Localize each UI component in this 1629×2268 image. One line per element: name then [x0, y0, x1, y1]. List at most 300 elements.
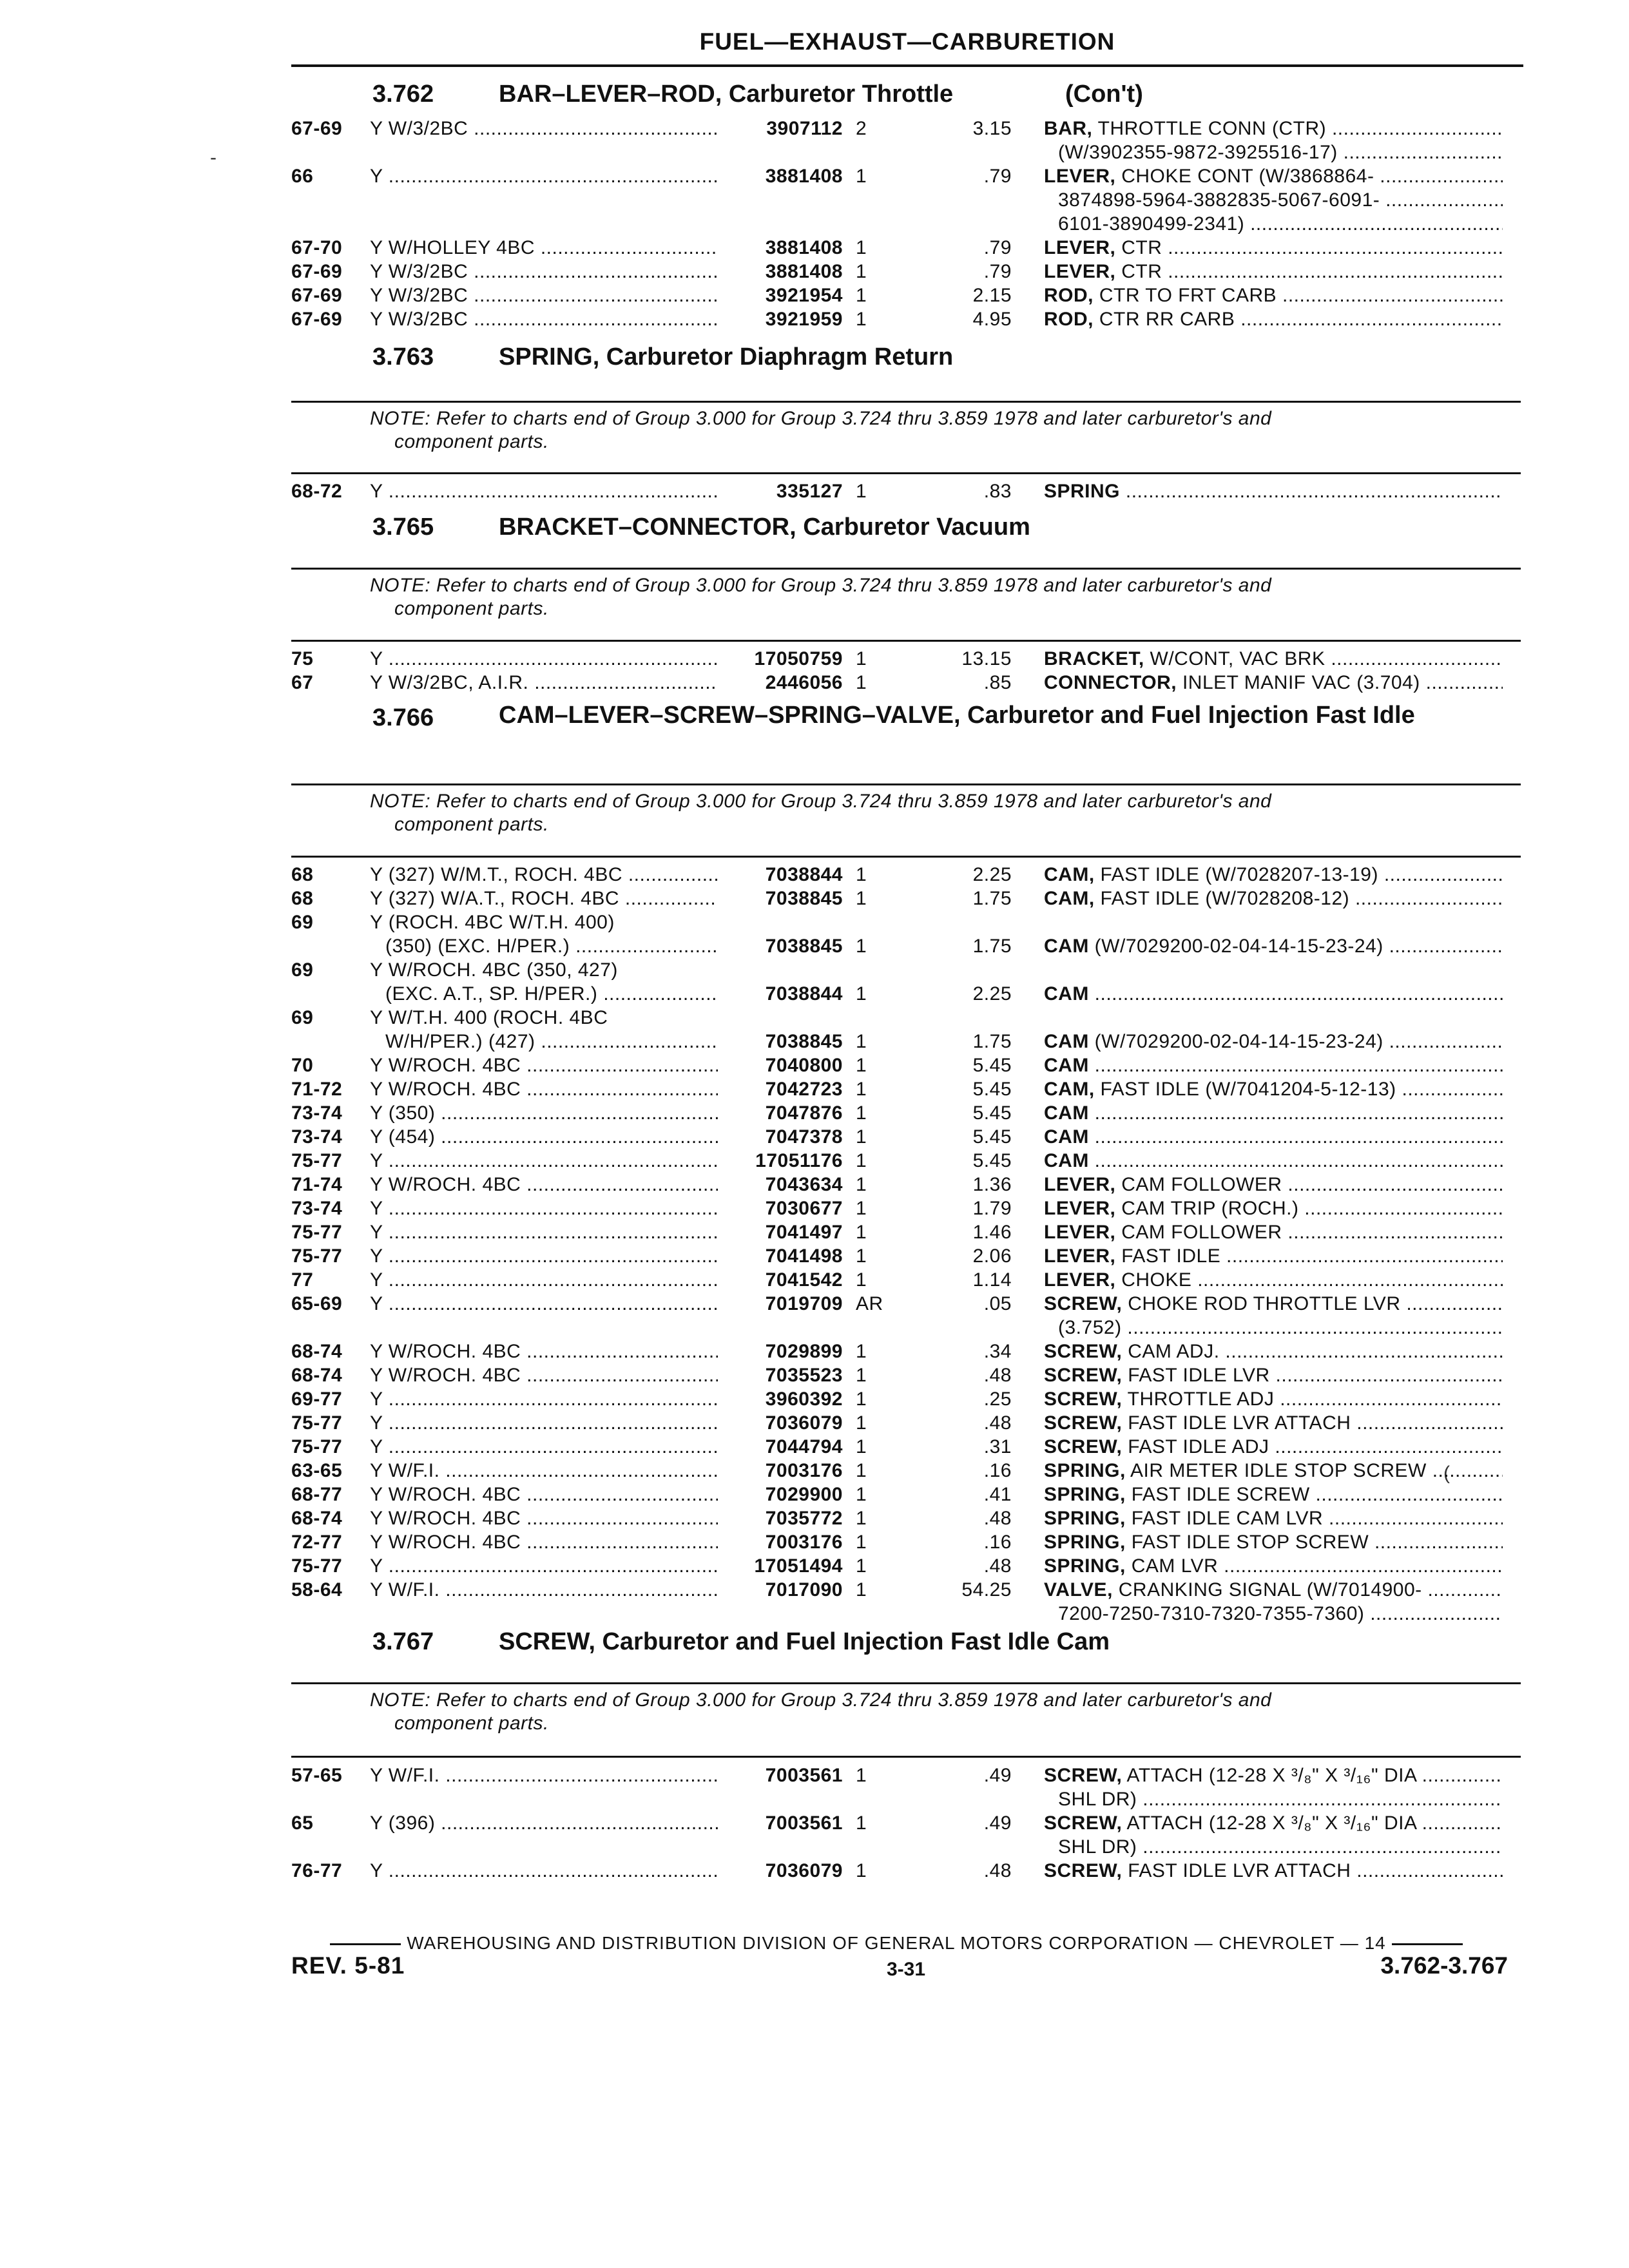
row-application-cont: (EXC. A.T., SP. H/PER.) ..... — [385, 982, 718, 1006]
row-part-number: 17050759 — [754, 648, 843, 669]
row-qty: 2 — [856, 118, 867, 139]
row-year: 69 — [291, 912, 314, 933]
row-application: Y ..... — [370, 1859, 718, 1883]
row-year: 75-77 — [291, 1412, 343, 1434]
row-description-text: CAM ADJ. — [1128, 1341, 1220, 1362]
row-qty: 1 — [856, 888, 867, 909]
section-name: BRACKET–CONNECTOR, Carburetor Vacuum — [499, 514, 1030, 541]
note-line: NOTE: Refer to charts end of Group 3.000 for Group 3.724 thru 3.859 1978 and later carburetor's and — [370, 1689, 1272, 1711]
row-application: Y W/3/2BC ..... — [370, 260, 718, 284]
row-price: 2.15 — [972, 285, 1012, 306]
row-application: Y W/3/2BC ..... — [370, 307, 718, 331]
row-description-text: INLET MANIF VAC (3.704) — [1182, 672, 1420, 693]
row-part-number: 7040800 — [765, 1055, 843, 1076]
row-year: 68-74 — [291, 1508, 343, 1529]
row-price: 1.36 — [972, 1174, 1012, 1195]
row-year: 67 — [291, 672, 314, 693]
row-qty: 1 — [856, 1812, 867, 1834]
row-qty: 1 — [856, 261, 867, 282]
row-description-text: CHOKE — [1121, 1269, 1192, 1291]
row-part-number: 3881408 — [765, 166, 843, 187]
row-qty: 1 — [856, 1245, 867, 1267]
note-line: NOTE: Refer to charts end of Group 3.000 for Group 3.724 thru 3.859 1978 and later carburetor's and — [370, 575, 1272, 596]
row-year: 65-69 — [291, 1293, 343, 1314]
section-title — [372, 81, 1143, 108]
row-description — [1044, 1363, 1503, 1387]
row-price: .79 — [983, 237, 1012, 258]
row-application: Y ..... — [370, 1554, 718, 1578]
row-year: 57-65 — [291, 1765, 343, 1786]
row-qty: AR — [856, 1293, 883, 1314]
row-part-number: 3881408 — [765, 237, 843, 258]
row-year: 73-74 — [291, 1198, 343, 1219]
section-rule — [291, 640, 1521, 642]
row-description — [1044, 1077, 1503, 1101]
row-qty: 1 — [856, 1341, 867, 1362]
row-description — [1044, 1030, 1503, 1053]
row-description-keyword: BRACKET, — [1044, 648, 1144, 669]
row-qty: 1 — [856, 1508, 867, 1529]
row-description — [1044, 1811, 1503, 1835]
row-application: Y (350) ..... — [370, 1101, 718, 1125]
row-description-keyword: SCREW, — [1044, 1860, 1123, 1881]
row-description-text: ATTACH (12-28 X ³/₈" X ³/₁₆" DIA — [1126, 1765, 1416, 1786]
row-description — [1044, 1173, 1503, 1196]
row-description-cont: (W/3902355-9872-3925516-17) ..... — [1058, 140, 1503, 164]
row-description-text: CRANKING SIGNAL (W/7014900- — [1118, 1579, 1422, 1600]
row-application: Y (327) W/A.T., ROCH. 4BC ..... — [370, 887, 718, 910]
row-year: 75-77 — [291, 1150, 343, 1171]
section-number: 3.767 — [372, 1628, 434, 1655]
row-description — [1044, 1292, 1503, 1316]
row-description-keyword: CAM — [1044, 1055, 1089, 1076]
row-description-text: FAST IDLE LVR — [1128, 1365, 1270, 1386]
row-description-keyword: CAM, — [1044, 1079, 1095, 1100]
row-application: Y W/3/2BC ..... — [370, 117, 718, 140]
row-description — [1044, 117, 1503, 140]
row-description-keyword: SPRING, — [1044, 1532, 1126, 1553]
row-application: Y W/F.I. ..... — [370, 1459, 718, 1483]
row-application: Y W/ROCH. 4BC ..... — [370, 1363, 718, 1387]
row-year: 73-74 — [291, 1102, 343, 1124]
row-qty: 1 — [856, 1055, 867, 1076]
row-application: Y (ROCH. 4BC W/T.H. 400) — [370, 912, 615, 933]
row-application-cont: W/H/PER.) (427) ..... — [385, 1030, 718, 1053]
row-description-keyword: LEVER, — [1044, 1222, 1116, 1243]
row-qty: 1 — [856, 864, 867, 885]
row-qty: 1 — [856, 309, 867, 330]
row-description — [1044, 1435, 1503, 1459]
row-description-keyword: CAM — [1044, 1150, 1089, 1171]
row-description-keyword: CONNECTOR, — [1044, 672, 1177, 693]
row-qty: 1 — [856, 1579, 867, 1600]
row-description — [1044, 1101, 1503, 1125]
row-year: 67-69 — [291, 261, 343, 282]
row-part-number: 7036079 — [765, 1412, 843, 1434]
row-part-number: 7047378 — [765, 1126, 843, 1148]
row-price: 5.45 — [972, 1150, 1012, 1171]
row-description — [1044, 1483, 1503, 1506]
row-description — [1044, 1763, 1503, 1787]
row-description-keyword: SPRING — [1044, 481, 1121, 502]
row-price: 1.75 — [972, 936, 1012, 957]
row-price: 5.45 — [972, 1079, 1012, 1100]
row-part-number: 7003561 — [765, 1812, 843, 1834]
section-rule — [291, 401, 1521, 403]
row-description — [1044, 1125, 1503, 1149]
row-application: Y W/ROCH. 4BC ..... — [370, 1530, 718, 1554]
row-description — [1044, 1053, 1503, 1077]
row-description — [1044, 1244, 1503, 1268]
row-application: Y W/3/2BC ..... — [370, 284, 718, 307]
row-description-keyword: SCREW, — [1044, 1436, 1123, 1457]
row-description-keyword: SCREW, — [1044, 1765, 1123, 1786]
row-year: 75-77 — [291, 1222, 343, 1243]
row-application: Y W/ROCH. 4BC ..... — [370, 1340, 718, 1363]
row-description-keyword: LEVER, — [1044, 237, 1116, 258]
row-year: 71-72 — [291, 1079, 343, 1100]
row-description — [1044, 1411, 1503, 1435]
note-line: NOTE: Refer to charts end of Group 3.000 for Group 3.724 thru 3.859 1978 and later carburetor's and — [370, 791, 1272, 812]
row-part-number: 7017090 — [765, 1579, 843, 1600]
row-part-number: 7042723 — [765, 1079, 843, 1100]
row-part-number: 7035772 — [765, 1508, 843, 1529]
row-description — [1044, 1459, 1503, 1483]
row-part-number: 3921954 — [765, 285, 843, 306]
row-qty: 1 — [856, 1765, 867, 1786]
row-part-number: 7035523 — [765, 1365, 843, 1386]
row-qty: 1 — [856, 1555, 867, 1577]
page-header: FUEL—EXHAUST—CARBURETION — [699, 28, 1115, 55]
row-part-number: 7003176 — [765, 1532, 843, 1553]
row-qty: 1 — [856, 237, 867, 258]
row-description-text: CTR TO FRT CARB — [1099, 285, 1277, 306]
row-description-text: CHOKE ROD THROTTLE LVR — [1128, 1293, 1401, 1314]
row-year: 73-74 — [291, 1126, 343, 1148]
row-qty: 1 — [856, 1079, 867, 1100]
row-part-number: 7036079 — [765, 1860, 843, 1881]
row-description — [1044, 1506, 1503, 1530]
row-application: Y W/ROCH. 4BC ..... — [370, 1173, 718, 1196]
header-rule — [291, 64, 1523, 67]
row-description — [1044, 1554, 1503, 1578]
row-description — [1044, 1340, 1503, 1363]
section-name: BAR–LEVER–ROD, Carburetor Throttle — [499, 81, 954, 108]
row-application: Y W/HOLLEY 4BC ..... — [370, 236, 718, 260]
row-part-number: 7029899 — [765, 1341, 843, 1362]
row-description-keyword: CAM, — [1044, 888, 1095, 909]
row-year: 68-77 — [291, 1484, 343, 1505]
row-price: 1.75 — [972, 888, 1012, 909]
row-year: 71-74 — [291, 1174, 343, 1195]
row-description-keyword: CAM — [1044, 1126, 1089, 1148]
row-application: Y ..... — [370, 647, 718, 671]
row-description-text: CAM FOLLOWER — [1121, 1174, 1282, 1195]
row-price: .05 — [983, 1293, 1012, 1314]
row-price: .49 — [983, 1765, 1012, 1786]
section-note — [370, 574, 1504, 620]
row-description-cont: 3874898-5964-3882835-5067-6091- ..... — [1058, 188, 1503, 212]
row-description-keyword: LEVER, — [1044, 261, 1116, 282]
row-qty: 1 — [856, 983, 867, 1004]
row-part-number: 7003176 — [765, 1460, 843, 1481]
row-year: 67-69 — [291, 285, 343, 306]
row-application: Y W/ROCH. 4BC ..... — [370, 1077, 718, 1101]
row-application: Y ..... — [370, 1435, 718, 1459]
row-description-keyword: CAM — [1044, 936, 1089, 957]
row-price: 5.45 — [972, 1102, 1012, 1124]
row-year: 68-72 — [291, 481, 343, 502]
section-note — [370, 407, 1504, 454]
row-description-keyword: SCREW, — [1044, 1293, 1123, 1314]
row-qty: 1 — [856, 481, 867, 502]
row-price: 1.79 — [972, 1198, 1012, 1219]
row-description-cont: (3.752) ..... — [1058, 1316, 1503, 1340]
row-description-text: W/CONT, VAC BRK — [1150, 648, 1325, 669]
row-application: Y ..... — [370, 1411, 718, 1435]
row-year: 66 — [291, 166, 314, 187]
row-description-text: FAST IDLE ADJ — [1128, 1436, 1269, 1457]
row-description-text: FAST IDLE LVR ATTACH — [1128, 1860, 1351, 1881]
row-price: .34 — [983, 1341, 1012, 1362]
section-rule — [291, 568, 1521, 570]
row-qty: 1 — [856, 1532, 867, 1553]
row-price: 54.25 — [961, 1579, 1012, 1600]
row-qty: 1 — [856, 1484, 867, 1505]
row-part-number: 2446056 — [765, 672, 843, 693]
row-description-text: FAST IDLE SCREW — [1131, 1484, 1310, 1505]
row-description-keyword: SPRING, — [1044, 1508, 1126, 1529]
row-application: Y ..... — [370, 1292, 718, 1316]
row-part-number: 7030677 — [765, 1198, 843, 1219]
row-application-cont: (350) (EXC. H/PER.) ..... — [385, 934, 718, 958]
row-qty: 1 — [856, 1102, 867, 1124]
section-number: 3.762 — [372, 81, 434, 108]
row-application: Y W/3/2BC, A.I.R. ..... — [370, 671, 718, 695]
row-year: 77 — [291, 1269, 314, 1291]
row-year: 75 — [291, 648, 314, 669]
row-price: 5.45 — [972, 1055, 1012, 1076]
row-description — [1044, 671, 1503, 695]
row-year: 69-77 — [291, 1389, 343, 1410]
row-part-number: 17051176 — [755, 1150, 843, 1171]
row-application: Y ..... — [370, 164, 718, 188]
row-part-number: 7019709 — [765, 1293, 843, 1314]
section-rule — [291, 1756, 1521, 1758]
row-description-keyword: SCREW, — [1044, 1412, 1123, 1434]
row-price: .48 — [983, 1508, 1012, 1529]
section-title — [372, 343, 953, 371]
row-qty: 1 — [856, 1269, 867, 1291]
row-description-text: FAST IDLE STOP SCREW — [1131, 1532, 1369, 1553]
row-description — [1044, 284, 1503, 307]
note-line: component parts. — [394, 814, 549, 835]
row-description-text: FAST IDLE (W/7028207-13-19) — [1100, 864, 1378, 885]
row-year: 63-65 — [291, 1460, 343, 1481]
section-name: CAM–LEVER–SCREW–SPRING–VALVE, Carburetor and Fuel Injection Fast Idle — [499, 702, 1415, 729]
row-description — [1044, 1859, 1503, 1883]
row-part-number: 7041497 — [765, 1222, 843, 1243]
row-part-number: 3907112 — [766, 118, 843, 139]
row-part-number: 7043634 — [765, 1174, 843, 1195]
row-price: .16 — [983, 1532, 1012, 1553]
row-description-keyword: SPRING, — [1044, 1460, 1126, 1481]
row-application: Y W/T.H. 400 (ROCH. 4BC — [370, 1007, 608, 1028]
margin-mark: ( — [1443, 1463, 1450, 1484]
row-description — [1044, 479, 1503, 503]
row-description — [1044, 863, 1503, 887]
row-year: 75-77 — [291, 1555, 343, 1577]
row-part-number: 7038845 — [765, 1031, 843, 1052]
row-qty: 1 — [856, 166, 867, 187]
row-application: Y ..... — [370, 1149, 718, 1173]
row-qty: 1 — [856, 936, 867, 957]
footer-page-number: 3-31 — [887, 1959, 926, 1980]
row-year: 68-74 — [291, 1341, 343, 1362]
row-part-number: 7047876 — [765, 1102, 843, 1124]
row-application: Y (396) ..... — [370, 1811, 718, 1835]
row-qty: 1 — [856, 285, 867, 306]
section-rule — [291, 783, 1521, 785]
row-description-keyword: VALVE, — [1044, 1579, 1113, 1600]
row-price: .49 — [983, 1812, 1012, 1834]
row-description — [1044, 236, 1503, 260]
row-description-keyword: SCREW, — [1044, 1341, 1123, 1362]
row-description-keyword: CAM — [1044, 1102, 1089, 1124]
row-part-number: 3881408 — [765, 261, 843, 282]
row-application: Y W/F.I. ..... — [370, 1578, 718, 1602]
row-description — [1044, 1268, 1503, 1292]
row-price: 3.15 — [972, 118, 1012, 139]
row-description — [1044, 1196, 1503, 1220]
row-price: 2.06 — [972, 1245, 1012, 1267]
row-year: 76-77 — [291, 1860, 343, 1881]
row-description — [1044, 934, 1503, 958]
row-description — [1044, 307, 1503, 331]
row-description-text: CTR — [1121, 237, 1162, 258]
row-price: 13.15 — [961, 648, 1012, 669]
section-name: SCREW, Carburetor and Fuel Injection Fast Idle Cam — [499, 1628, 1110, 1655]
row-description-keyword: LEVER, — [1044, 166, 1116, 187]
row-description-keyword: SCREW, — [1044, 1389, 1123, 1410]
section-title — [372, 1628, 1110, 1656]
row-price: .83 — [983, 481, 1012, 502]
row-description-text: FAST IDLE CAM LVR — [1131, 1508, 1324, 1529]
row-year: 68 — [291, 888, 314, 909]
row-description-keyword: LEVER, — [1044, 1198, 1116, 1219]
row-price: 1.75 — [972, 1031, 1012, 1052]
section-number: 3.763 — [372, 343, 434, 370]
row-description-keyword: LEVER, — [1044, 1269, 1116, 1291]
row-application: Y ..... — [370, 1268, 718, 1292]
row-part-number: 7003561 — [765, 1765, 843, 1786]
row-description — [1044, 1220, 1503, 1244]
row-description-text: ATTACH (12-28 X ³/₈" X ³/₁₆" DIA — [1126, 1812, 1416, 1834]
row-year: 70 — [291, 1055, 314, 1076]
row-part-number: 7041542 — [765, 1269, 843, 1291]
row-year: 75-77 — [291, 1436, 343, 1457]
row-description-text: CHOKE CONT (W/3868864- — [1121, 166, 1374, 187]
row-price: 2.25 — [972, 983, 1012, 1004]
row-description-cont: 6101-3890499-2341) ..... — [1058, 212, 1503, 236]
row-description — [1044, 982, 1503, 1006]
row-part-number: 7038844 — [765, 983, 843, 1004]
row-qty: 1 — [856, 1031, 867, 1052]
row-application: Y ..... — [370, 1244, 718, 1268]
row-description — [1044, 1387, 1503, 1411]
note-line: NOTE: Refer to charts end of Group 3.000 for Group 3.724 thru 3.859 1978 and later carburetor's and — [370, 408, 1272, 429]
row-qty: 1 — [856, 672, 867, 693]
row-part-number: 3960392 — [765, 1389, 843, 1410]
note-line: component parts. — [394, 431, 549, 452]
row-description — [1044, 1578, 1503, 1602]
row-application: Y W/F.I. ..... — [370, 1763, 718, 1787]
row-description-text: CAM FOLLOWER — [1121, 1222, 1282, 1243]
row-description-keyword: LEVER, — [1044, 1245, 1116, 1267]
section-title — [372, 704, 1530, 732]
footer-line: WAREHOUSING AND DISTRIBUTION DIVISION OF GENERAL MOTORS CORPORATION — CHEVROLET — 14 — [291, 1933, 1501, 1954]
row-price: .48 — [983, 1412, 1012, 1434]
row-description-keyword: LEVER, — [1044, 1174, 1116, 1195]
row-part-number: 7038845 — [765, 936, 843, 957]
row-price: 2.25 — [972, 864, 1012, 885]
row-price: .85 — [983, 672, 1012, 693]
row-year: 69 — [291, 959, 314, 981]
section-note — [370, 790, 1504, 836]
row-application: Y W/ROCH. 4BC ..... — [370, 1053, 718, 1077]
row-part-number: 7029900 — [765, 1484, 843, 1505]
row-year: 67-69 — [291, 309, 343, 330]
row-description-keyword: CAM — [1044, 983, 1089, 1004]
row-part-number: 7038844 — [765, 864, 843, 885]
row-description-text: THROTTLE CONN (CTR) — [1097, 118, 1327, 139]
row-price: 4.95 — [972, 309, 1012, 330]
row-price: .31 — [983, 1436, 1012, 1457]
row-year: 67-70 — [291, 237, 343, 258]
row-description — [1044, 887, 1503, 910]
row-application: Y W/ROCH. 4BC ..... — [370, 1483, 718, 1506]
row-description-keyword: CAM — [1044, 1031, 1089, 1052]
row-description-text: AIR METER IDLE STOP SCREW — [1130, 1460, 1427, 1481]
section-rule — [291, 856, 1521, 858]
row-description-text: FAST IDLE (W/7041204-5-12-13) — [1100, 1079, 1396, 1100]
row-part-number: 7044794 — [765, 1436, 843, 1457]
row-year: 75-77 — [291, 1245, 343, 1267]
section-name: SPRING, Carburetor Diaphragm Return — [499, 343, 954, 370]
row-part-number: 3921959 — [765, 309, 843, 330]
row-description — [1044, 647, 1503, 671]
row-part-number: 17051494 — [754, 1555, 843, 1577]
row-description-text: (W/7029200-02-04-14-15-23-24) — [1094, 936, 1383, 957]
footer-section-range: 3.762-3.767 — [1380, 1952, 1508, 1979]
row-description-cont: SHL DR) ..... — [1058, 1835, 1503, 1859]
row-description-text: CTR — [1121, 261, 1162, 282]
row-qty: 1 — [856, 1126, 867, 1148]
footer-revision: REV. 5-81 — [291, 1952, 405, 1979]
row-qty: 1 — [856, 1460, 867, 1481]
row-qty: 1 — [856, 1412, 867, 1434]
row-price: .16 — [983, 1460, 1012, 1481]
row-description — [1044, 260, 1503, 284]
row-price: .48 — [983, 1555, 1012, 1577]
row-description-keyword: SCREW, — [1044, 1365, 1123, 1386]
row-price: .79 — [983, 261, 1012, 282]
row-year: 69 — [291, 1007, 314, 1028]
row-qty: 1 — [856, 1198, 867, 1219]
row-description-keyword: ROD, — [1044, 309, 1094, 330]
row-description-text: (W/7029200-02-04-14-15-23-24) — [1094, 1031, 1383, 1052]
row-price: 5.45 — [972, 1126, 1012, 1148]
